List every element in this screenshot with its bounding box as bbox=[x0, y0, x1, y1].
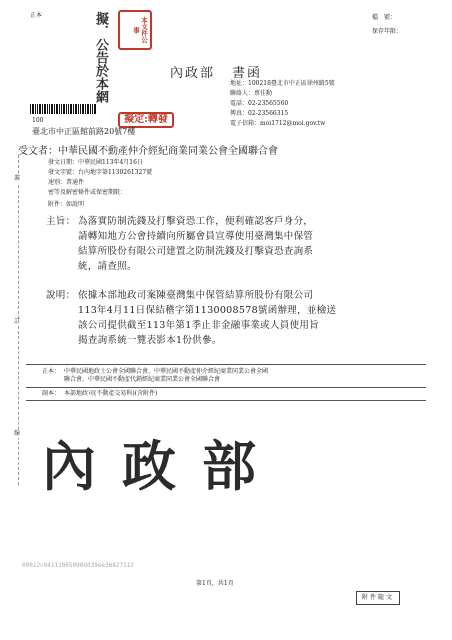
recipient-label: 受文者： bbox=[18, 146, 58, 157]
agency-title: 內政部 bbox=[170, 66, 216, 81]
contact-phone: 電話：02-23565560 bbox=[230, 100, 289, 107]
agency-address: 地址：100218臺北市中正區徐州路5號 bbox=[230, 80, 335, 87]
recipient-name: 中華民國不動產仲介經紀商業同業公會全國聯合會 bbox=[58, 146, 278, 157]
agency-signature: 內政部 bbox=[42, 435, 282, 498]
issue-number: 發文字號：台內地字第1130261327號 bbox=[48, 169, 153, 176]
contact-person: 聯絡人：蔡佳勳 bbox=[230, 90, 273, 97]
postcode: 100 bbox=[32, 117, 44, 124]
file-number-label: 檔 號： bbox=[372, 14, 397, 21]
subject-body bbox=[78, 214, 438, 274]
page-number: 第1頁，共1頁 bbox=[196, 580, 234, 587]
explanation-label: 說明： bbox=[46, 290, 76, 301]
subject-line: 請轉知地方公會持續向所屬會員宣導使用臺灣集中保管 bbox=[78, 231, 314, 242]
original-recipients-line: 中華民國地政士公會全國聯合會、中華民國不動產仲介經紀商業同業公會全國 bbox=[64, 368, 269, 375]
contact-fax: 傳真：02-23566315 bbox=[230, 110, 289, 117]
subject-line: 為落實防制洗錢及打擊資恐工作，便利確認客戶身分， bbox=[78, 216, 314, 227]
explanation-line: 揭查詢系統一覽表影本1份供參。 bbox=[78, 335, 222, 346]
recipient-line bbox=[18, 142, 278, 157]
original-recipients-line: 聯合會、中華民國不動產代銷經紀商業同業公會全國聯合會 bbox=[64, 376, 221, 383]
explanation-body bbox=[78, 288, 438, 348]
attachment-mark: 附件隨文 bbox=[356, 591, 400, 605]
binding-mark-3: 線 bbox=[14, 430, 21, 437]
issue-date: 發文日期：中華民國113年4月16日 bbox=[48, 159, 143, 166]
contact-email: 電子信箱：moi1712@moi.gov.tw bbox=[230, 120, 326, 127]
divider bbox=[26, 387, 426, 388]
document-code: 00012c04111005090dd39ee36827112 bbox=[22, 562, 134, 569]
binding-mark-2: 訂 bbox=[14, 318, 21, 325]
copy-recipients-label: 副本： bbox=[42, 390, 61, 397]
security-level: 密等及解密條件或保密期限： bbox=[48, 189, 127, 196]
attachment-note: 附件：如說明 bbox=[48, 201, 85, 208]
original-recipients-label: 正本： bbox=[42, 368, 61, 375]
recipient-mailing-address: 臺北市中正區館前路20號7樓 bbox=[32, 127, 136, 136]
copy-recipients: 本部地政司(不動產交易科)(含附件) bbox=[64, 390, 158, 397]
divider bbox=[26, 400, 426, 401]
public-notice-stamp: 擬．公告於本網 bbox=[93, 12, 108, 103]
explanation-line: 依據本部地政司案陳臺灣集中保管結算所股份有限公司 bbox=[78, 290, 314, 301]
original-recipients bbox=[64, 368, 434, 384]
explanation-line: 該公司提供截至113年第1季止非金融事業或人員使用旨 bbox=[78, 320, 319, 331]
copy-type-label: 正本 bbox=[30, 12, 43, 19]
subject-line: 結算所股份有限公司建置之防制洗錢及打擊資恐查詢系 bbox=[78, 246, 314, 257]
red-seal-stamp: 本文件公事 bbox=[118, 10, 152, 50]
divider bbox=[26, 364, 426, 365]
document-type: 書函 bbox=[232, 66, 263, 81]
subject-label: 主旨： bbox=[46, 216, 76, 227]
explanation-line: 113年4月11日保結稽字第1130008578號函辦理，並檢送 bbox=[78, 305, 337, 316]
forward-stamp: 擬定:轉發 bbox=[118, 112, 174, 128]
retention-label: 保存年限： bbox=[372, 28, 403, 35]
delivery-speed: 速別：普通件 bbox=[48, 179, 85, 186]
subject-line: 統，請查照。 bbox=[78, 261, 137, 272]
postal-barcode bbox=[30, 104, 97, 114]
binding-mark-1: 裝 bbox=[14, 175, 21, 182]
